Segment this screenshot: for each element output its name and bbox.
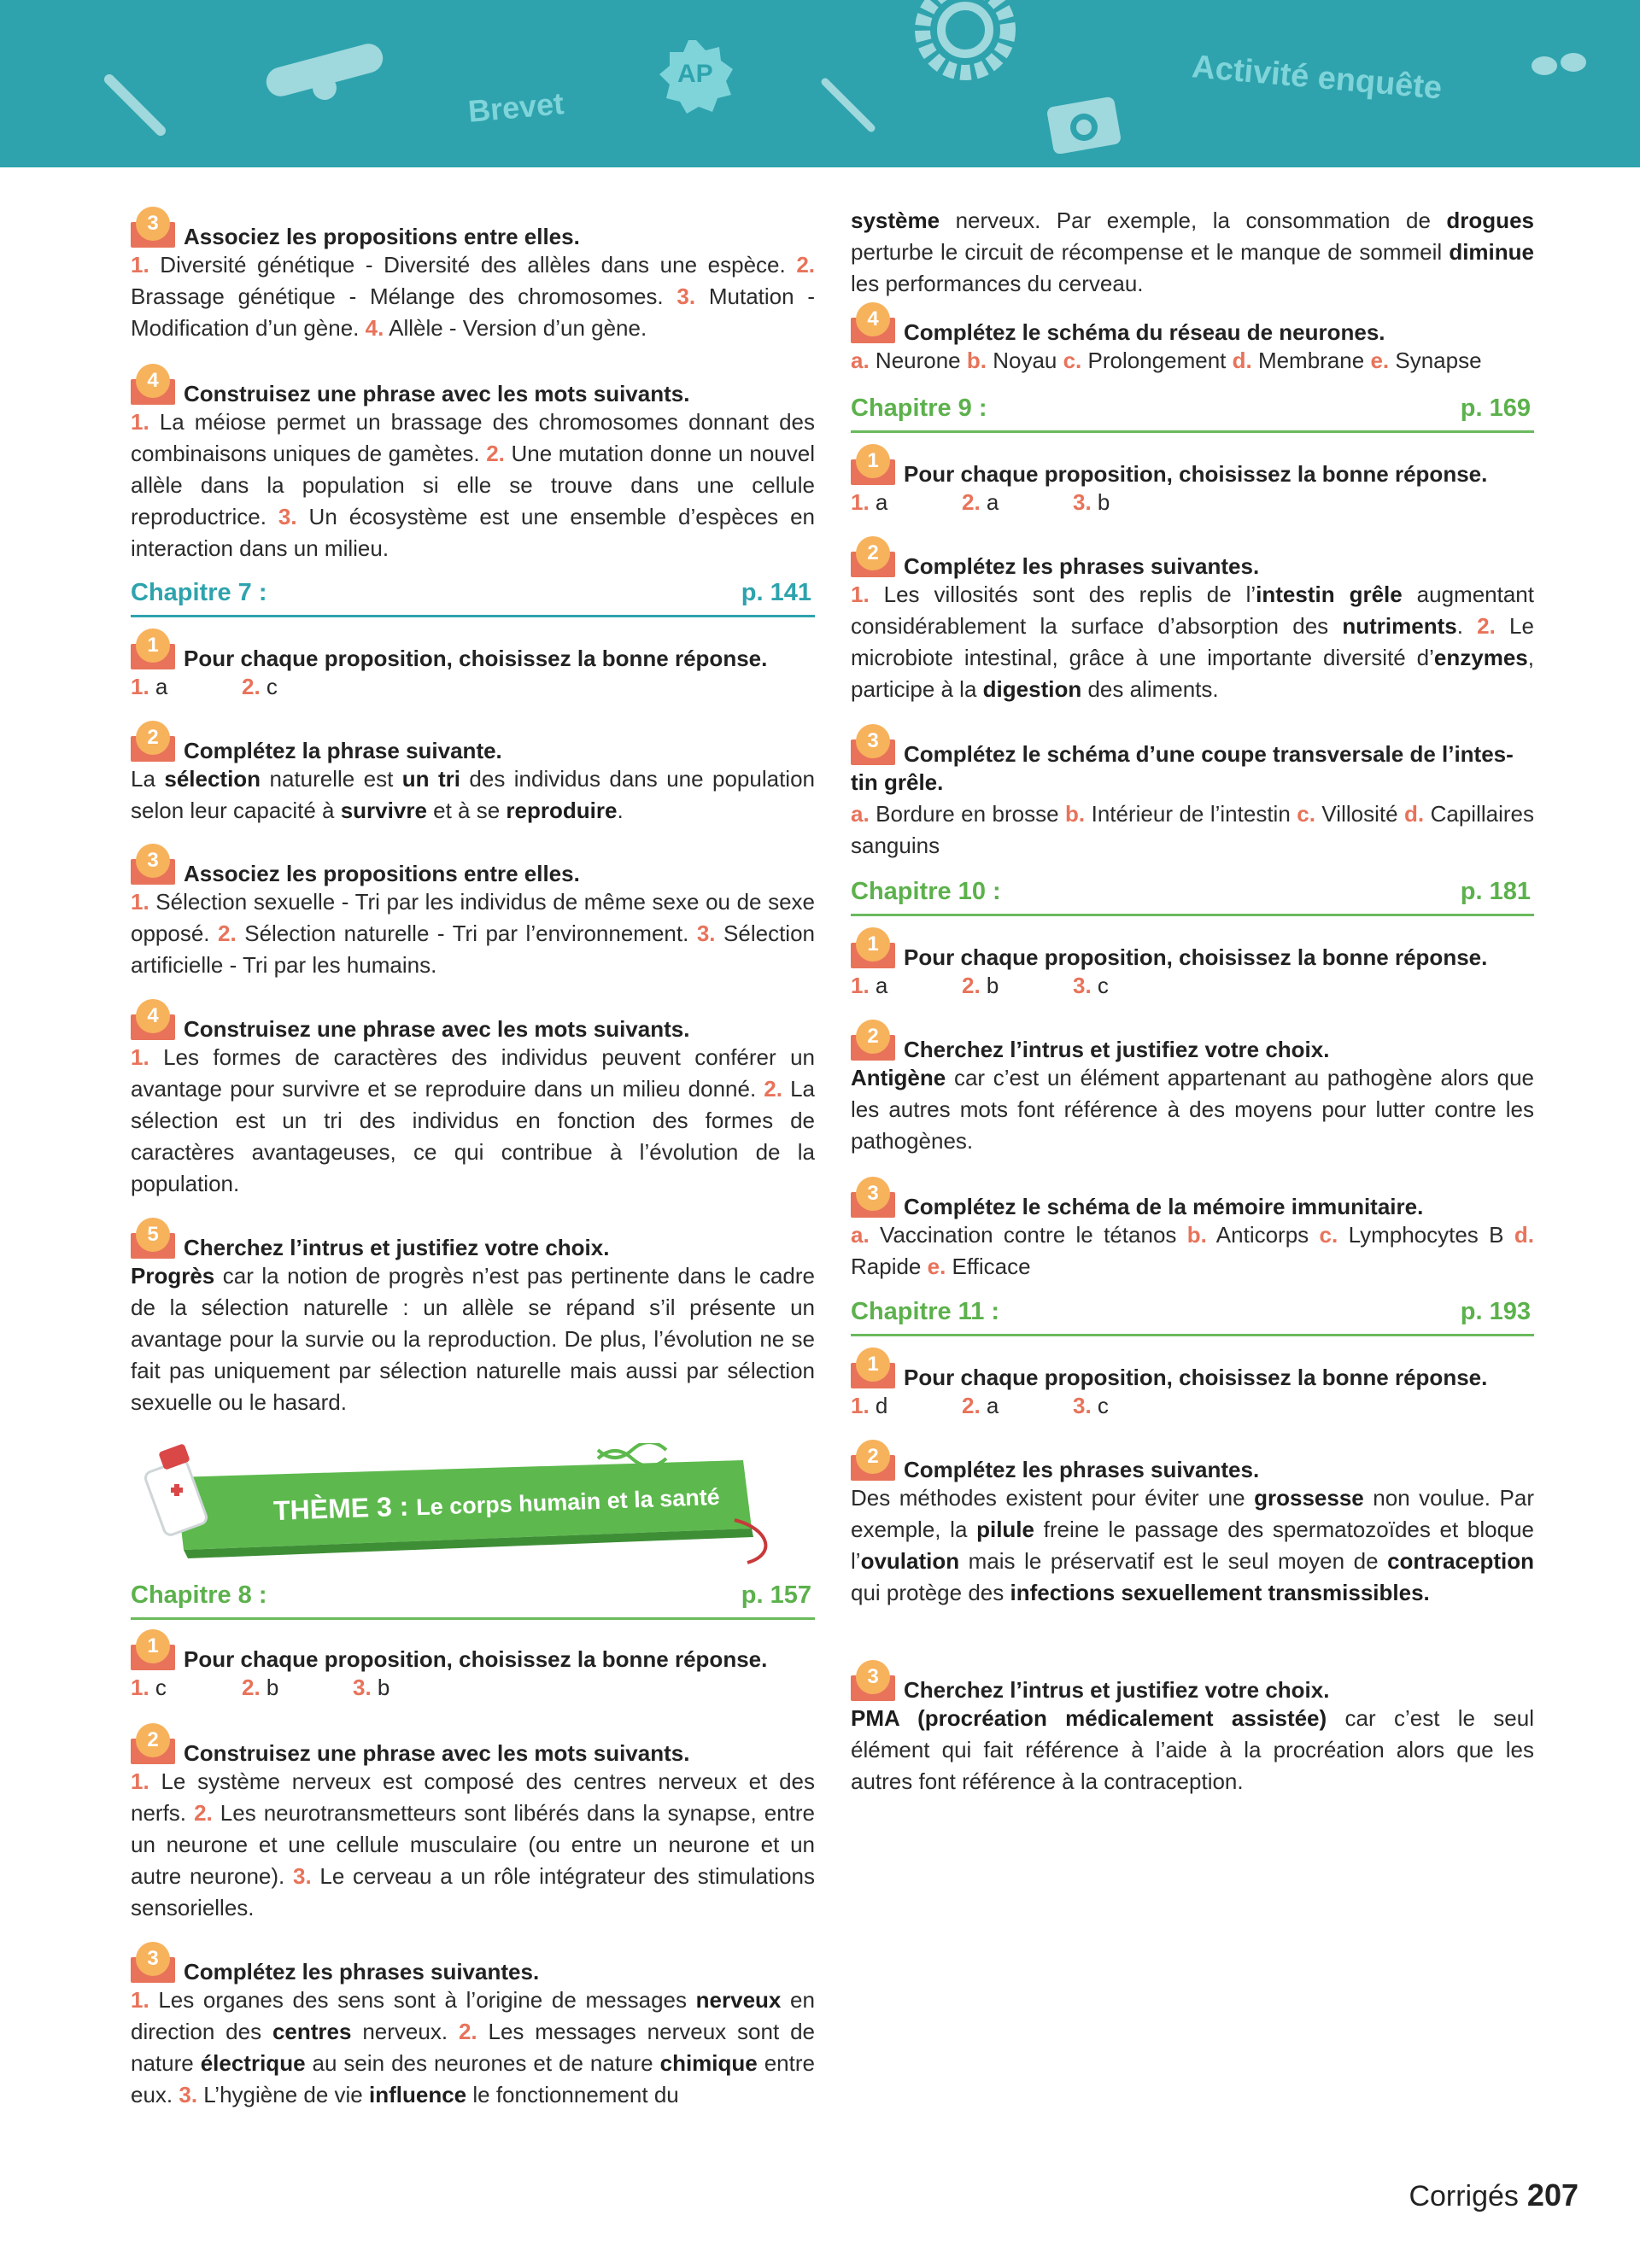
- gear-icon: [910, 0, 1021, 85]
- question-block: [131, 369, 815, 564]
- question-number-badge: 4: [851, 309, 895, 343]
- question-block: [131, 634, 815, 703]
- question-title: Cherchez l’intrus et justifiez votre choix.: [904, 1677, 1330, 1703]
- question-title: Pour chaque proposition, choisissez la bonne réponse.: [904, 1365, 1488, 1390]
- question-number-badge: 1: [851, 934, 895, 968]
- answer-text: a. Neurone b. Noyau c. Prolongement d. Membrane e. Synapse: [851, 348, 1482, 373]
- question-title: Complétez le schéma de la mémoire immunitaire.: [904, 1194, 1424, 1219]
- question-title: Construisez une phrase avec les mots suivants.: [184, 381, 690, 406]
- answer-text: 1. Le système nerveux est composé des centres nerveux et des nerfs. 2. Les neurotransmetteurs sont libérés dans la synapse, entre un neurone et une cellule musculaire (ou entre un neurone et un autre neurone). 3. Le cerveau a un rôle intégrateur des stimulations sensorielles.: [131, 1768, 816, 1920]
- footer-label: Corrigés: [1409, 2180, 1519, 2212]
- question-number-badge: 4: [131, 371, 175, 405]
- answer-text: 1. Les organes des sens sont à l’origine de messages nerveux en direction des centres nerveux. 2. Les messages nerveux sont de nature électrique au sein des neurones et de nature chimique entre eux. 3. L’hygiène de vie influence le fonctionnement du: [131, 1987, 815, 2107]
- answer-options: 1. c 2. b 3. b: [131, 1675, 390, 1700]
- chapter-11-header: Chapitre 11 : p. 193: [851, 1298, 1534, 1336]
- question-block: [851, 932, 1534, 1002]
- brevet-label: Brevet: [466, 85, 565, 129]
- page-footer: [1409, 2177, 1578, 2213]
- answer-options: 1. d 2. a 3. c: [851, 1393, 1109, 1418]
- question-block: [851, 1445, 1534, 1609]
- question-block: [851, 1025, 1534, 1157]
- diploma-icon: [256, 38, 393, 115]
- question-block: [131, 1947, 815, 2111]
- question-title: Associez les propositions entre elles.: [184, 861, 580, 886]
- answer-options: 1. a 2. c: [131, 674, 278, 699]
- question-title: Pour chaque proposition, choisissez la bonne réponse.: [184, 646, 768, 671]
- ap-label: AP: [677, 60, 713, 88]
- question-block: [131, 1223, 815, 1418]
- question-title: Complétez les phrases suivantes.: [904, 553, 1260, 579]
- answer-text: a. Vaccination contre le tétanos b. Anticorps c. Lymphocytes B d. Rapide e. Efficace: [851, 1222, 1534, 1279]
- question-title: Cherchez l’intrus et justifiez votre choix.: [184, 1235, 610, 1260]
- question-title: Construisez une phrase avec les mots suivants.: [184, 1740, 690, 1766]
- answer-text: 1. La méiose permet un brassage des chromosomes donnant des combinaisons uniques de gamètes. 2. Une mutation donne un nouvel allèle dans la population si elle se trouve dans une cellule reproductrice. 3. Un écosystème est une ensemble d’espèces en interaction dans un milieu.: [131, 409, 815, 561]
- question-number-badge: 1: [131, 635, 175, 669]
- question-number-badge: 4: [131, 1006, 175, 1040]
- question-number-badge: 1: [851, 1354, 895, 1388]
- question-title: Complétez le schéma du réseau de neurones.: [904, 319, 1385, 345]
- question-number-badge: 2: [131, 1730, 175, 1764]
- theme-3-banner: [137, 1443, 786, 1571]
- question-number-badge: 2: [851, 1447, 895, 1481]
- answer-text: tin grêle. a. Bordure en brosse b. Intérieur de l’intestin c. Villosité d. Capillaires sanguins: [851, 769, 1534, 858]
- activite-enquete-label: Activité enquête: [1190, 49, 1444, 107]
- question-block: [131, 1728, 815, 1924]
- question-number-badge: 3: [851, 1184, 895, 1218]
- question-title: Associez les propositions entre elles.: [184, 224, 580, 249]
- glasses-icon: [1529, 47, 1589, 81]
- question-title: Pour chaque proposition, choisissez la bonne réponse.: [904, 461, 1488, 487]
- pencil-icon: [820, 77, 880, 137]
- pen-icon: [102, 73, 171, 141]
- question-title: Complétez les phrases suivantes.: [904, 1457, 1260, 1482]
- chapter-9-header: Chapitre 9 : p. 169: [851, 395, 1534, 433]
- answer-text: 1. Sélection sexuelle - Tri par les individus de même sexe ou de sexe opposé. 2. Sélection naturelle - Tri par l’environnement. 3. Sélection artificielle - Tri par les humains.: [131, 889, 815, 978]
- question-number-badge: 3: [131, 213, 175, 248]
- question-block: [131, 212, 815, 344]
- question-block: [851, 541, 1534, 705]
- question-number-badge: 3: [851, 1667, 895, 1701]
- answer-text-continued: système nerveux. Par exemple, la consommation de drogues perturbe le circuit de récompense et le manque de sommeil diminue les performances du cerveau.: [851, 208, 1534, 296]
- question-title: Complétez le schéma d’une coupe transversale de l’intes-: [904, 741, 1514, 767]
- answer-text: 1. Les formes de caractères des individus peuvent conférer un avantage pour survivre et se reproduire dans un milieu donné. 2. La sélection est un tri des individus en fonction des formes de caractères avantageuses, ce qui contribue à l’évolution de la population.: [131, 1044, 815, 1196]
- question-block: [131, 726, 815, 827]
- question-number-badge: 2: [851, 543, 895, 577]
- question-block: [131, 1634, 815, 1704]
- question-block: [851, 1665, 1534, 1797]
- answer-text: La sélection naturelle est un tri des individus dans une population selon leur capacité à survivre et à se reproduire.: [131, 766, 815, 823]
- question-number-badge: 3: [131, 850, 175, 885]
- answer-text: Des méthodes existent pour éviter une grossesse non voulue. Par exemple, la pilule freine le passage des spermatozoïdes et bloque l’ovulation mais le préservatif est le seul moyen de contraception qui protège des infections sexuellement transmissibles.: [851, 1485, 1534, 1605]
- question-number-badge: 2: [131, 728, 175, 762]
- chapter-10-header: Chapitre 10 : p. 181: [851, 878, 1534, 916]
- question-block: [131, 849, 815, 981]
- question-title: Pour chaque proposition, choisissez la bonne réponse.: [184, 1646, 768, 1672]
- question-block: [851, 1182, 1534, 1283]
- question-title: Complétez les phrases suivantes.: [184, 1959, 540, 1984]
- theme-title: THÈME 3 : Le corps humain et la santé: [272, 1483, 721, 1527]
- question-block: [851, 729, 1534, 862]
- answer-text: Progrès car la notion de progrès n’est pas pertinente dans le cadre de la sélection naturelle : un allèle se répand s’il présente un avantage pour la survie ou la reproduction. De plus, l’évolution ne se fait pas uniquement par sélection naturelle mais aussi par sélection sexuelle ou le hasard.: [131, 1263, 815, 1415]
- question-title: Pour chaque proposition, choisissez la bonne réponse.: [904, 944, 1488, 970]
- dna-icon: [598, 1443, 666, 1466]
- chapter-7-header: Chapitre 7 : p. 141: [131, 579, 815, 617]
- chapter-8-header: Chapitre 8 : p. 157: [131, 1581, 815, 1620]
- question-block: [851, 449, 1534, 518]
- question-title: Cherchez l’intrus et justifiez votre choix.: [904, 1037, 1330, 1062]
- question-title-continued: tin grêle.: [851, 769, 944, 795]
- question-block: [131, 1004, 815, 1200]
- question-number-badge: 3: [131, 1949, 175, 1983]
- question-number-badge: 5: [131, 1225, 175, 1259]
- answer-options: 1. a 2. a 3. b: [851, 489, 1110, 515]
- answer-text: PMA (procréation médicalement assistée) car c’est le seul élément qui fait référence à l’aide à la procréation alors que les autres font référence à la contraception.: [851, 1705, 1535, 1794]
- question-block: [851, 1353, 1534, 1422]
- question-number-badge: 3: [851, 731, 895, 765]
- question-number-badge: 2: [851, 1026, 895, 1061]
- camera-icon: [1046, 90, 1123, 154]
- answer-text: Antigène car c’est un élément appartenant au pathogène alors que les autres mots font référence à des moyens pour lutter contre les pathogènes.: [851, 1065, 1534, 1154]
- answer-options: 1. a 2. b 3. c: [851, 973, 1109, 998]
- answer-text: 1. Les villosités sont des replis de l’intestin grêle augmentant considérablement la surface d’absorption des nutriments. 2. Le microbiote intestinal, grâce à une importante diversité d’enzymes, participe à la digestion des aliments.: [851, 582, 1534, 702]
- question-block: [851, 307, 1534, 377]
- page-number: 207: [1526, 2177, 1578, 2212]
- question-number-badge: 1: [131, 1636, 175, 1670]
- question-title: Construisez une phrase avec les mots suivants.: [184, 1016, 690, 1042]
- question-title: Complétez la phrase suivante.: [184, 738, 502, 763]
- question-number-badge: 1: [851, 451, 895, 485]
- header-banner: [0, 0, 1640, 167]
- answer-text: 1. Diversité génétique - Diversité des allèles dans une espèce. 2. Brassage génétique - Mélange des chromosomes. 3. Mutation - Modification d’un gène. 4. Allèle - Version d’un gène.: [131, 252, 816, 341]
